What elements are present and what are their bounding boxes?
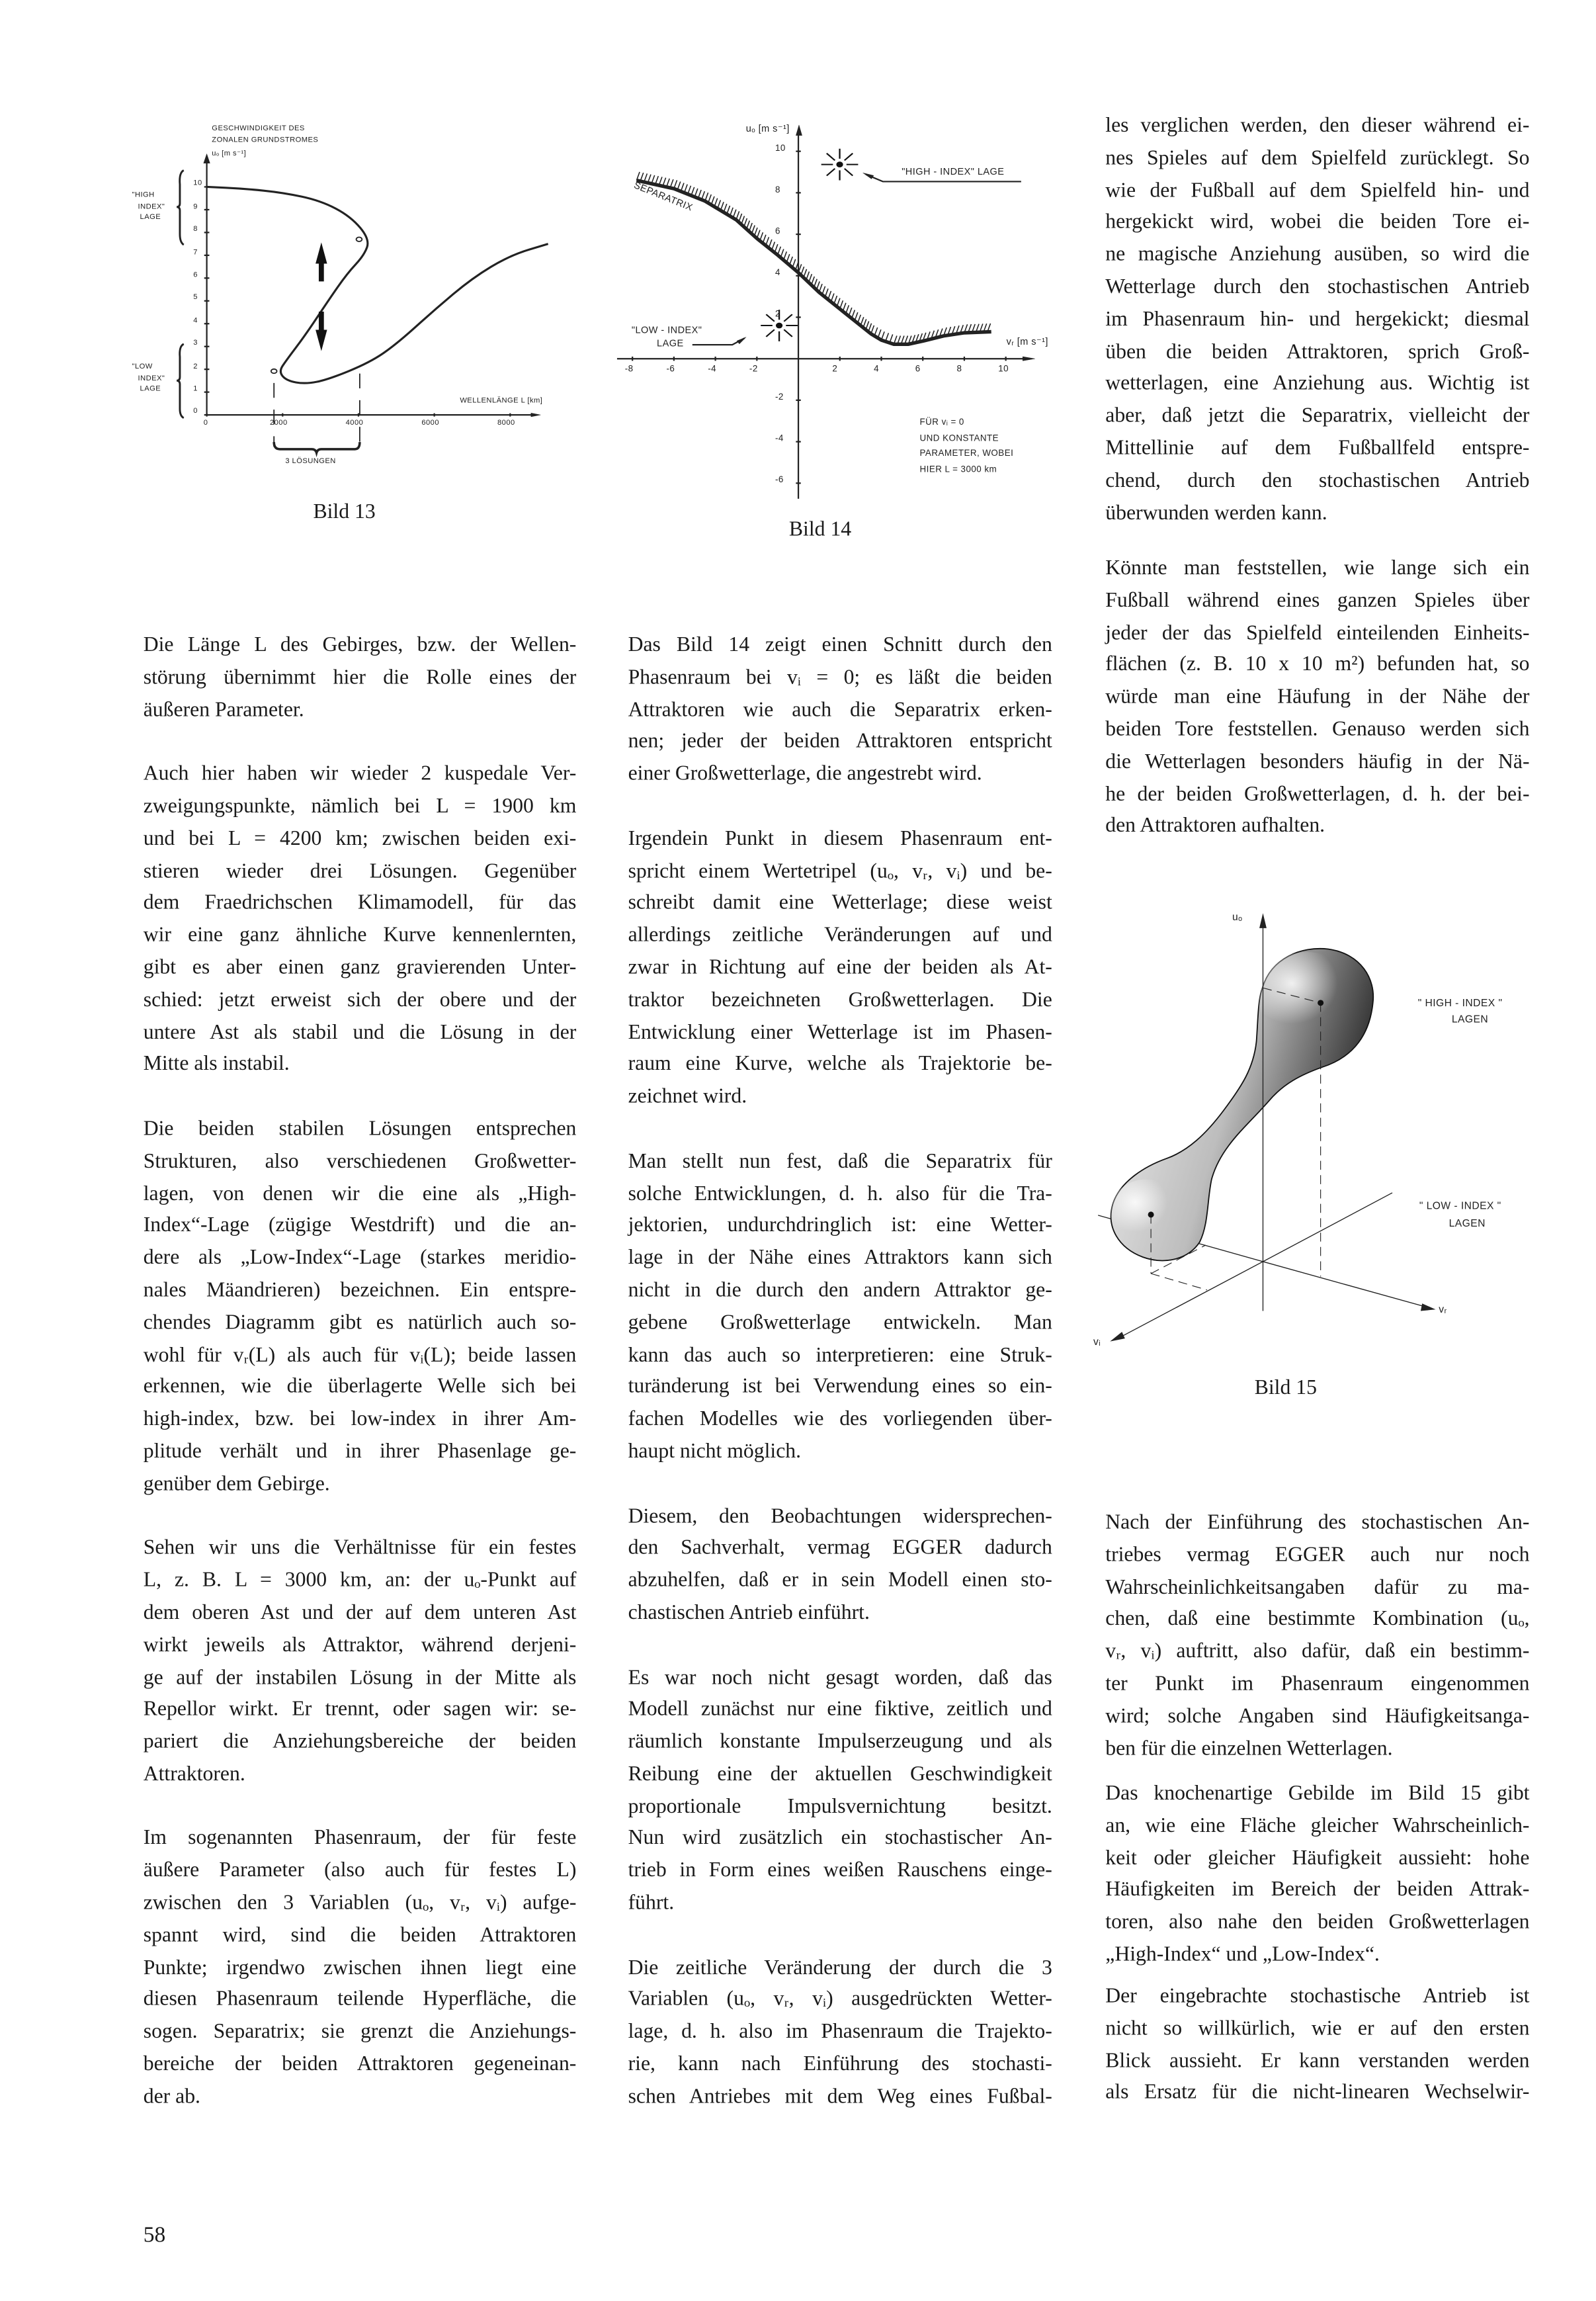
vr-axis-label: vᵣ [1439, 1305, 1447, 1316]
text-line: Mitte als instabil. [143, 1053, 290, 1076]
low-index-label: " LOW - INDEX " [1419, 1202, 1501, 1213]
text-line: zweigungspunkte, nämlich bei L = 1900 km [143, 795, 577, 818]
text-line: spricht einem Wertetripel (uₒ, vᵣ, vᵢ) und be- [628, 859, 1052, 883]
figure-bild-14 [595, 106, 1071, 517]
text-line: Sehen wir uns die Verhältnisse für ein festes [143, 1536, 577, 1561]
x-tick-label: 0 [203, 418, 208, 428]
text-line: kann das auch so interpretieren: eine Struk- [628, 1342, 1052, 1367]
text-line: nen; jeder der beiden Attraktoren entspricht [628, 730, 1052, 754]
text-line: Attraktoren wie auch die Separatrix erken- [628, 697, 1052, 722]
y-tick-label: 8 [775, 186, 780, 196]
text-line: Das knochenartige Gebilde im Bild 15 gibt [1105, 1781, 1530, 1805]
text-line: chastischen Antrieb einführt. [628, 1600, 870, 1625]
text-line: pariert die Anziehungsbereiche der beiden [143, 1729, 577, 1754]
paragraph [1105, 554, 1529, 844]
text-line: raum eine Kurve, welche als Trajektorie be- [628, 1053, 1052, 1076]
text-line: Der eingebrachte stochastische Antrieb ist [1105, 1984, 1530, 2009]
low-index-label-3: LAGE [140, 384, 161, 394]
low-index-leader [693, 337, 745, 344]
paragraph [628, 630, 1052, 792]
y-axis-title: uₒ [m s⁻¹] [745, 124, 790, 135]
text-line: wohl für vᵣ(L) als auch für vᵢ(L); beide lassen [143, 1342, 577, 1367]
separatrix-hatching [636, 171, 990, 343]
paragraph [628, 1147, 1052, 1469]
y-tick-label: 4 [775, 269, 780, 279]
text-line: würde man eine Häufung in der Nähe der [1105, 685, 1530, 709]
solutions-brace [273, 441, 359, 452]
paragraph [1105, 1779, 1529, 1973]
text-line: Das Bild 14 zeigt einen Schnitt durch den [628, 633, 1052, 658]
text-line: Könnte man feststellen, wie lange sich ein [1105, 556, 1530, 580]
x-axis-arrow [530, 412, 540, 416]
text-line: chendes Diagramm gibt es natürlich auch so- [143, 1311, 577, 1334]
caption-bild-14: Bild 14 [788, 517, 852, 542]
note-line-3: PARAMETER, WOBEI [919, 450, 1014, 460]
text-line: überwunden werden kann. [1105, 501, 1327, 525]
text-line: Index“-Lage (zügige Westdrift) und die an- [143, 1213, 577, 1238]
text-line: Mittellinie auf dem Fußballfeld entspre- [1105, 436, 1530, 460]
text-line: beiden Tore feststellen. Genauso werden sich [1105, 717, 1530, 742]
paragraph [628, 1953, 1052, 2114]
x-axis-arrow [1023, 356, 1035, 360]
x-tick-label: -8 [624, 365, 634, 374]
text-line: Man stellt nun fest, daß die Separatrix für [628, 1149, 1052, 1174]
text-line: dem Fraedrichschen Klimamodell, für das [143, 891, 577, 916]
text-line: Entwicklung einer Wetterlage ist im Phasen- [628, 1020, 1052, 1045]
low-index-label-1: "LOW - INDEX" [631, 326, 702, 337]
text-line: stieren wieder drei Lösungen. Gegenüber [143, 859, 577, 883]
text-line: Diesem, den Beobachtungen widersprechen- [628, 1504, 1052, 1528]
text-line: keit oder gleicher Häufigkeit aussieht: hohe [1105, 1846, 1530, 1870]
text-line: les verglichen werden, den dieser während ei- [1105, 114, 1530, 138]
low-index-label-2: INDEX" [138, 373, 165, 383]
high-index-leader-arrow [862, 172, 873, 178]
arrow-up-icon [315, 241, 326, 281]
x-tick-label: -2 [749, 365, 758, 374]
text-line: die Wetterlagen besonders häufig in der Nä- [1105, 750, 1530, 774]
paragraph [144, 630, 577, 727]
y-axis-title-line1: GESCHWINDIGKEIT DES [212, 124, 305, 133]
paragraph [628, 824, 1052, 1114]
x-tick-label: 2 [832, 365, 838, 374]
y-tick-label: 8 [193, 225, 198, 234]
text-line: Repellor wirkt. Er trennt, oder sagen wir: se- [143, 1698, 577, 1721]
text-line: nales Mäandrieren) bezeichnen. Ein entspre- [143, 1278, 577, 1303]
page-number: 58 [143, 2224, 166, 2248]
text-line: jeder der das Spielfeld einteilenden Einheits- [1105, 621, 1530, 645]
text-line: he der beiden Großwetterlagen, d. h. der bei- [1105, 782, 1530, 806]
text-line: jektorien, undurchdringlich ist: eine Wetter- [628, 1213, 1052, 1238]
text-line: einer Großwetterlage, die angestrebt wird. [628, 762, 982, 787]
x-tick-label: 4 [874, 365, 879, 374]
text-line: traktor bezeichneten Großwetterlagen. Die [628, 988, 1052, 1012]
text-line: bereiche der beiden Attraktoren gegeneinan- [143, 2052, 577, 2077]
x-tick-label: 2000 [269, 418, 288, 428]
text-line: Punkte; irgendwo zwischen ihnen liegt eine [143, 1956, 577, 1979]
text-column-left [144, 630, 577, 2146]
text-line: ter Punkt im Phasenraum eingenommen [1105, 1672, 1530, 1696]
text-line: wetterlagen, eine Anziehung aus. Wichtig ist [1105, 372, 1530, 396]
bild13-plot [119, 106, 615, 477]
y-tick-label: 1 [193, 384, 198, 394]
caption-bild-13: Bild 13 [313, 500, 376, 524]
attractor-star-icon [821, 148, 858, 180]
text-line: erkennen, wie die überlagerte Welle sich bei [143, 1375, 577, 1399]
text-line: Modell zunächst nur eine fiktive, zeitlich und [628, 1698, 1052, 1721]
y-axis-arrow [796, 124, 802, 135]
text-line: Wahrscheinlichkeitsangaben dafür zu ma- [1105, 1575, 1530, 1599]
paragraph [1105, 111, 1529, 531]
text-line: Variablen (uₒ, vᵣ, vᵢ) ausgedrückten Wetter- [628, 1987, 1052, 2012]
text-line: lage, d. h. also im Phasenraum die Trajekto- [628, 2020, 1052, 2044]
text-line: allerdings zeitliche Veränderungen auf und [628, 924, 1052, 947]
text-line: Es war noch nicht gesagt worden, daß das [628, 1665, 1052, 1690]
paragraph [144, 1114, 577, 1501]
y-tick-label: -4 [775, 435, 784, 445]
note-line-4: HIER L = 3000 km [919, 466, 997, 475]
high-index-brace [176, 170, 183, 244]
y-tick-label: 6 [775, 228, 780, 237]
high-index-label-2: LAGEN [1451, 1015, 1489, 1025]
y-tick-label: -2 [775, 394, 784, 403]
tick-marks [204, 187, 510, 416]
text-line: gibt es aber einen ganz gravierenden Unter- [143, 955, 577, 980]
text-line: Strukturen, also verschiedenen Großwetter- [143, 1149, 577, 1174]
text-line: schen Antriebes mit dem Weg eines Fußbal- [628, 2085, 1052, 2108]
text-line: abzuhelfen, daß er in sein Modell einen sto- [628, 1569, 1052, 1592]
paragraph [1105, 1981, 1529, 2110]
y-tick-label: 10 [775, 144, 786, 154]
y-tick-label: -6 [775, 476, 784, 486]
paragraph [144, 1824, 577, 2114]
text-line: üben die beiden Attraktoren, sprich Groß- [1105, 339, 1530, 364]
paragraph [628, 1501, 1052, 1630]
text-line: Im sogenannten Phasenraum, der für feste [143, 1827, 577, 1850]
text-line: nes Spieles auf dem Spielfeld zurücklegt. So [1105, 146, 1530, 170]
text-line: schied: jetzt erweist sich der obere und der [143, 988, 577, 1012]
text-column-right [1105, 0, 1529, 2301]
paragraph [628, 1663, 1052, 1921]
text-line: räumlich konstante Impulserzeugung und als [628, 1729, 1052, 1754]
text-line: genüber dem Gebirge. [143, 1471, 330, 1496]
paragraph [1105, 1508, 1529, 1766]
text-line: im Phasenraum hin- und hergekickt; diesmal [1105, 307, 1530, 331]
text-line: spannt wird, sind die beiden Attraktoren [143, 1923, 577, 1948]
text-line: zwar in Richtung auf eine der beiden als At- [628, 955, 1052, 980]
y-axis-arrow [203, 153, 210, 163]
text-line: diesen Phasenraum teilende Hyperfläche, die [143, 1987, 577, 2012]
text-line: Fußball während eines ganzen Spieles über [1105, 588, 1530, 613]
text-line: plitude verhält und in ihrer Phasenlage ge- [143, 1440, 577, 1463]
text-line: Die beiden stabilen Lösungen entsprechen [143, 1117, 577, 1141]
text-line: dem oberen Ast und der auf dem unteren Ast [143, 1600, 577, 1625]
text-line: turänderung ist bei Verwendung eines so ein- [628, 1375, 1052, 1399]
high-index-label: "HIGH - INDEX" LAGE [902, 167, 1005, 179]
caption-bild-15: Bild 15 [1254, 1376, 1317, 1400]
text-line: untere Ast als stabil und die Lösung in der [143, 1020, 577, 1045]
low-index-leader-arrow [737, 337, 746, 343]
text-line: gebene Großwetterlage entwickeln. Man [628, 1311, 1052, 1334]
text-line: dere als „Low-Index“-Lage (starkes meridio- [143, 1246, 577, 1270]
text-line: „High-Index“ und „Low-Index“. [1105, 1942, 1380, 1967]
text-line: äußeren Parameter. [143, 697, 304, 722]
y-tick-label: 9 [193, 202, 198, 212]
x-tick-label: 8000 [497, 418, 515, 428]
text-line: vᵣ, vᵢ) auftritt, also dafür, daß ein bestimm- [1105, 1639, 1530, 1664]
text-line: Blick aussieht. Er kann verstanden werden [1105, 2048, 1530, 2073]
separatrix-label: SEPARATRIX [631, 180, 694, 214]
note-line-2: UND KONSTANTE [919, 434, 999, 444]
text-line: und bei L = 4200 km; zwischen beiden exi- [143, 826, 577, 851]
high-index-label: " HIGH - INDEX " [1417, 998, 1503, 1010]
y-tick-label: 2 [775, 310, 780, 320]
low-index-label-2: LAGEN [1449, 1219, 1486, 1231]
text-line: hergekickt wird, wobei die beiden Tore ei- [1105, 210, 1530, 235]
text-line: ne magische Anziehung ausüben, so wird die [1105, 243, 1530, 267]
text-line: fachen Modelles wie des vorliegenden über- [628, 1407, 1052, 1432]
high-index-label-3: LAGE [140, 213, 161, 222]
text-line: den Attraktoren aufhalten. [1105, 814, 1325, 838]
uo-axis-label: uₒ [1232, 912, 1243, 924]
y-tick-label: 3 [193, 339, 198, 349]
text-line: lagen, von denen wir die eine als „High- [143, 1182, 577, 1205]
x-tick-label: 6000 [421, 418, 440, 428]
cusp-marker-lower [271, 369, 276, 372]
text-line: trieb in Form eines weißen Rauschens einge- [628, 1858, 1052, 1883]
x-axis-title: WELLENLÄNGE L [km] [460, 396, 543, 406]
text-line: chen, daß eine bestimmte Kombination (uₒ, [1105, 1607, 1530, 1631]
figure-bild-13 [119, 106, 615, 477]
y-tick-label: 0 [193, 408, 198, 417]
y-tick-label: 10 [193, 179, 202, 189]
text-line: den Sachverhalt, vermag EGGER dadurch [628, 1536, 1052, 1561]
text-line: high-index, bzw. bei low-index in ihrer Am- [143, 1407, 577, 1432]
x-tick-label: 4000 [345, 418, 364, 428]
text-line: führt. [628, 1891, 675, 1915]
text-line: sogen. Separatrix; sie grenzt die Anziehungs- [143, 2020, 577, 2044]
text-line: nicht in die durch den andern Attraktor ge- [628, 1278, 1052, 1303]
text-line: wird; solche Angaben sind Häufigkeitsanga- [1105, 1704, 1530, 1728]
text-line: ben für die einzelnen Wetterlagen. [1105, 1736, 1393, 1760]
y-tick-label: 2 [193, 362, 198, 371]
text-line: als Ersatz für die nicht-linearen Wechselwir- [1105, 2081, 1530, 2105]
text-line: zeichnet wird. [628, 1084, 747, 1109]
x-axis-title: vᵣ [m s⁻¹] [1006, 337, 1048, 347]
x-tick-label: 8 [956, 365, 962, 374]
text-line: der ab. [143, 2085, 200, 2108]
tick-marks [632, 151, 1005, 483]
text-line: Attraktoren. [143, 1762, 245, 1786]
high-index-label-2: INDEX" [138, 202, 165, 212]
text-line: rie, kann nach Einführung des stochasti- [628, 2052, 1052, 2077]
text-line: proportionale Impulsvernichtung besitzt. [628, 1794, 1052, 1819]
y-tick-label: 6 [193, 271, 198, 280]
text-line: nicht so willkürlich, wie er auf den ersten [1105, 2017, 1530, 2040]
text-line: äußere Parameter (also auch für festes L) [143, 1858, 577, 1883]
y-axis-title-line2: ZONALEN GRUNDSTROMES [212, 136, 319, 146]
text-line: solche Entwicklungen, d. h. also für die Tra- [628, 1182, 1052, 1205]
text-line: zwischen den 3 Variablen (uₒ, vᵣ, vᵢ) aufge- [143, 1891, 577, 1915]
text-line: aber, daß jetzt die Separatrix, vielleicht der [1105, 404, 1530, 428]
text-line: Wetterlage durch den stochastischen Antrieb [1105, 275, 1530, 299]
low-index-label-2: LAGE [657, 338, 684, 349]
paragraph [144, 760, 577, 1082]
text-line: Auch hier haben wir wieder 2 kuspedale Ver- [143, 762, 577, 787]
x-tick-label: 6 [915, 365, 921, 374]
x-tick-label: -6 [666, 365, 675, 374]
solution-curve [206, 187, 548, 383]
text-line: haupt nicht möglich. [628, 1440, 802, 1463]
text-line: Die zeitliche Veränderung der durch die 3 [628, 1956, 1052, 1979]
text-line: flächen (z. B. 10 x 10 m²) befunden hat, so [1105, 653, 1530, 677]
text-line: ge auf der instabilen Lösung in der Mitte als [143, 1665, 577, 1690]
text-line: störung übernimmt hier die Rolle eines der [143, 666, 577, 689]
text-line: Die Länge L des Gebirges, bzw. der Wellen- [143, 633, 577, 658]
paragraph [144, 1534, 577, 1792]
y-tick-label: 5 [193, 293, 198, 303]
note-line-1: FÜR vᵢ = 0 [919, 419, 964, 428]
text-line: lage in der Nähe eines Attraktors kann sich [628, 1246, 1052, 1270]
three-solutions-label: 3 LÖSUNGEN [285, 456, 336, 466]
vi-axis-label: vᵢ [1093, 1338, 1101, 1349]
y-tick-label: 7 [193, 247, 198, 257]
text-line: L, z. B. L = 3000 km, an: der uₒ-Punkt auf [143, 1569, 577, 1592]
x-tick-label: 10 [998, 365, 1009, 374]
high-index-label-1: "HIGH [132, 191, 155, 200]
text-line: Phasenraum bei vᵢ = 0; es läßt die beiden [628, 666, 1052, 689]
text-line: Nun wird zusätzlich ein stochastischer An- [628, 1827, 1052, 1850]
low-index-label-1: "LOW [132, 363, 153, 372]
cusp-marker-upper [356, 237, 362, 241]
text-line: schreibt damit eine Wetterlage; diese weist [628, 891, 1052, 916]
y-axis-unit: uₒ [m s⁻¹] [212, 150, 247, 159]
text-line: triebes vermag EGGER auch nur noch [1105, 1543, 1530, 1567]
text-line: Nach der Einführung des stochastischen An- [1105, 1510, 1530, 1535]
text-line: toren, also nahe den beiden Großwetterlagen [1105, 1910, 1530, 1934]
text-line: Irgendein Punkt in diesem Phasenraum ent- [628, 826, 1052, 851]
text-line: an, wie eine Fläche gleicher Wahrscheinlich- [1105, 1813, 1530, 1838]
text-line: wir eine ganz ähnliche Kurve kennenlernten, [143, 924, 577, 947]
stability-arrows [315, 241, 326, 350]
x-tick-label: -4 [708, 365, 717, 374]
text-line: chend, durch den stochastischen Antrieb [1105, 468, 1530, 493]
text-column-middle [628, 630, 1052, 2146]
y-tick-label: 4 [193, 316, 198, 326]
text-line: wirkt jeweils als Attraktor, während derjeni- [143, 1633, 577, 1657]
text-line: Häufigkeiten im Bereich der beiden Attrak- [1105, 1878, 1530, 1903]
text-line: Reibung eine der aktuellen Geschwindigkeit [628, 1762, 1052, 1786]
text-line: wie der Fußball auf dem Spielfeld hin- und [1105, 178, 1530, 202]
low-index-brace [176, 343, 183, 417]
